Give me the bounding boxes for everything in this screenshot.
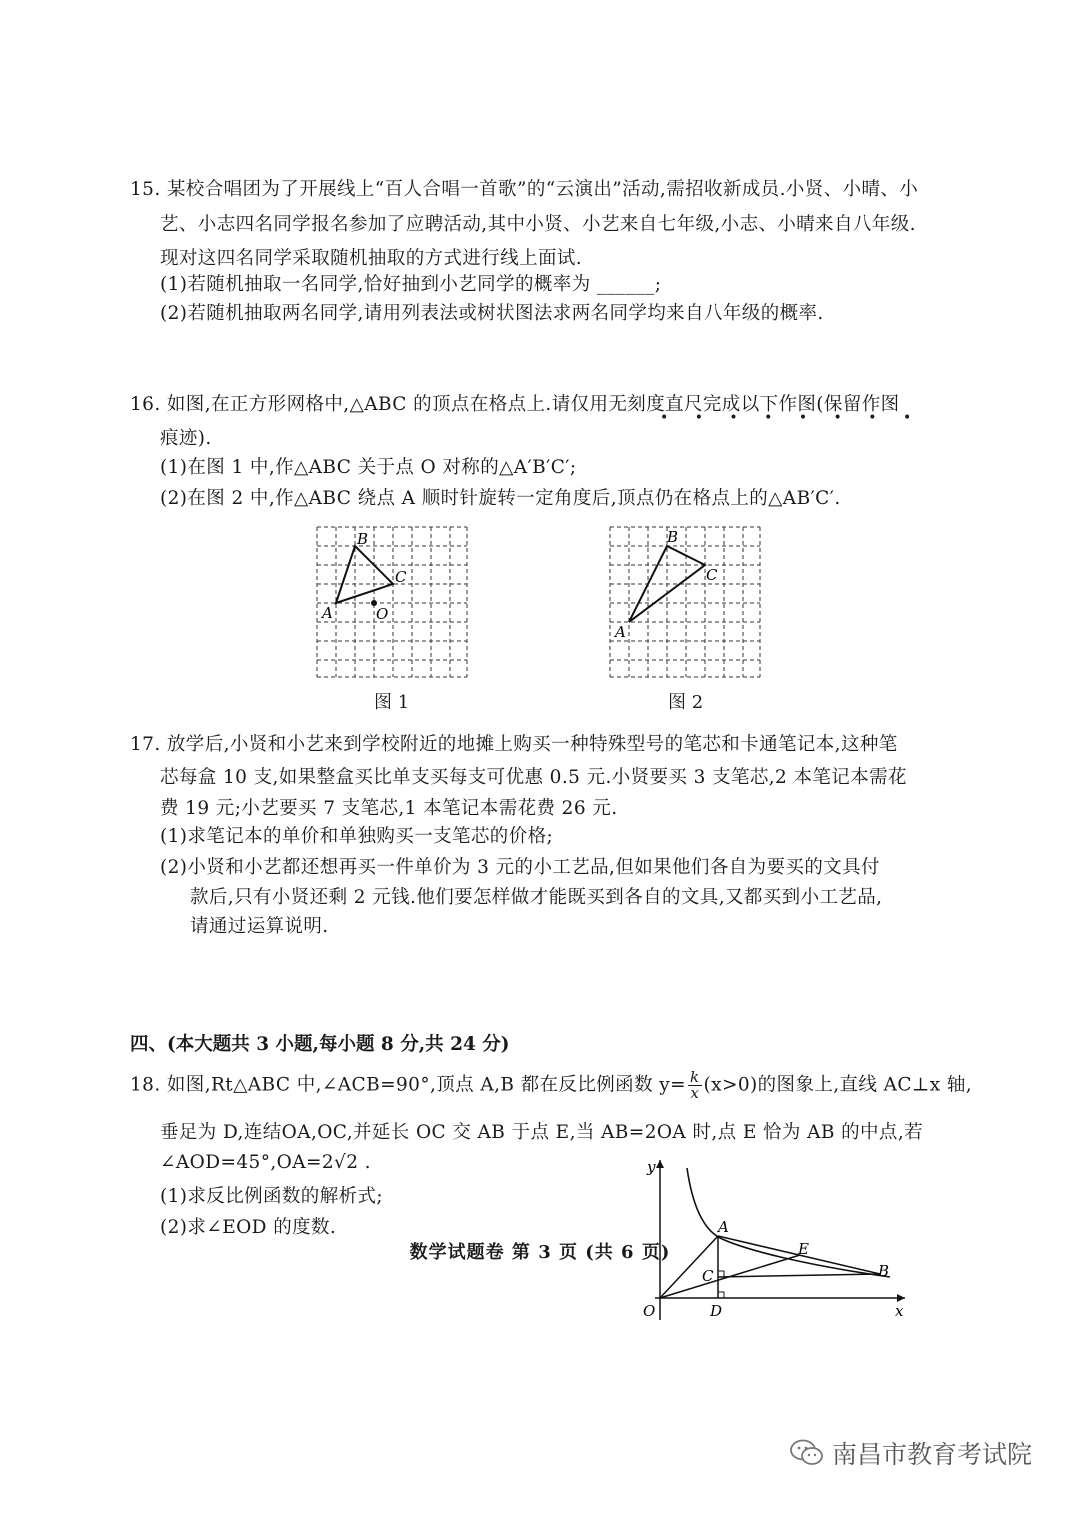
- figure-1-caption: 图 1: [374, 692, 410, 713]
- label-a: A: [718, 1218, 729, 1236]
- q18-line-1b: (x>0)的图象上,直线 AC⊥x 轴,: [703, 1074, 973, 1096]
- q15-line-3: 现对这四名同学采取随机抽取的方式进行线上面试.: [160, 248, 583, 269]
- triangle-abc: [336, 546, 393, 603]
- label-x: x: [895, 1302, 904, 1320]
- label-b: B: [357, 530, 369, 548]
- q16-line-2: 痕迹).: [160, 428, 212, 449]
- q17-part-2b: 款后,只有小贤还剩 2 元钱.他们要怎样做才能既买到各自的文具,又都买到小工艺品,: [190, 887, 883, 908]
- q17-part-2c: 请通过运算说明.: [190, 916, 329, 937]
- q16-part-2: (2)在图 2 中,作△ABC 绕点 A 顺时针旋转一定角度后,顶点仍在格点上的△AB′C′.: [160, 488, 841, 509]
- right-angle-d: [718, 1292, 724, 1298]
- fraction-k-over-x: [688, 1070, 702, 1101]
- q18-line-1: [130, 1070, 972, 1101]
- q17-part-1: (1)求笔记本的单价和单独购买一支笔芯的价格;: [160, 826, 554, 847]
- segment-cb: [718, 1274, 880, 1277]
- section-4-header: 四、(本大题共 3 小题,每小题 8 分,共 24 分): [130, 1034, 510, 1055]
- label-y: y: [647, 1158, 656, 1176]
- q15-line-1: 15. 某校合唱团为了开展线上“百人合唱一首歌”的“云演出”活动,需招收新成员.小贤、小晴、小: [130, 179, 919, 200]
- q17-part-2a: (2)小贤和小艺都还想再买一件单价为 3 元的小工艺品,但如果他们各自为要买的文具付: [160, 857, 880, 878]
- q15-part-2: (2)若随机抽取两名同学,请用列表法或树状图法求两名同学均来自八年级的概率.: [160, 303, 824, 324]
- q17-line-2: 芯每盒 10 支,如果整盒买比单支买每支可优惠 0.5 元.小贤要买 3 支笔芯,2 本笔记本需花: [160, 767, 907, 788]
- label-e: E: [798, 1240, 809, 1258]
- figure-2-grid: [605, 522, 765, 682]
- q18-part-1: (1)求反比例函数的解析式;: [160, 1186, 384, 1207]
- label-b: B: [878, 1262, 890, 1280]
- right-angle-c: [718, 1271, 724, 1277]
- x-axis-arrow: [897, 1294, 905, 1302]
- label-a: A: [322, 604, 333, 622]
- q15-line-2: 艺、小志四名同学报名参加了应聘活动,其中小贤、小艺来自七年级,小志、小晴来自八年级.: [160, 214, 916, 235]
- label-a: A: [615, 623, 626, 641]
- q17-line-1: 17. 放学后,小贤和小艺来到学校附近的地摊上购买一种特殊型号的笔芯和卡通笔记本,这种笔: [130, 734, 898, 755]
- q16-part-1: (1)在图 1 中,作△ABC 关于点 O 对称的△A′B′C′;: [160, 457, 577, 478]
- q18-line-1a: 18. 如图,Rt△ABC 中,∠ACB=90°,顶点 A,B 都在反比例函数 y=: [130, 1074, 687, 1096]
- figure-2-caption: 图 2: [668, 692, 704, 713]
- emphasis-dots: • • • • • • • •: [660, 410, 923, 426]
- fraction-denominator: x: [690, 1084, 700, 1102]
- label-o: O: [643, 1302, 656, 1320]
- y-axis-arrow: [656, 1160, 664, 1168]
- label-b: B: [667, 528, 679, 546]
- q16-line-1: 16. 如图,在正方形网格中,△ABC 的顶点在格点上.请仅用无刻度直尺完成以下作图(保留作图: [130, 394, 900, 415]
- label-d: D: [710, 1302, 723, 1320]
- q15-part-1: (1)若随机抽取一名同学,恰好抽到小艺同学的概率为 ______;: [160, 274, 662, 295]
- watermark: [790, 1435, 1032, 1471]
- label-c: C: [706, 566, 718, 584]
- label-c: C: [395, 568, 407, 586]
- q17-line-3: 费 19 元;小艺要买 7 支笔芯,1 本笔记本需花费 26 元.: [160, 798, 618, 819]
- watermark-text: 南昌市教育考试院: [832, 1440, 1033, 1469]
- wechat-icon: [790, 1439, 824, 1467]
- q18-part-2: (2)求∠EOD 的度数.: [160, 1217, 337, 1238]
- fraction-numerator: k: [690, 1068, 700, 1086]
- label-c: C: [702, 1267, 714, 1285]
- figure-1-grid: [312, 522, 472, 682]
- q18-line-2: 垂足为 D,连结OA,OC,并延长 OC 交 AB 于点 E,当 AB=2OA 时,点 E 恰为 AB 的中点,若: [160, 1122, 924, 1143]
- page-footer: 数学试题卷 第 3 页 (共 6 页): [409, 1242, 671, 1263]
- q18-line-3: ∠AOD=45°,OA=2√2 .: [160, 1152, 371, 1173]
- label-o: O: [376, 605, 389, 623]
